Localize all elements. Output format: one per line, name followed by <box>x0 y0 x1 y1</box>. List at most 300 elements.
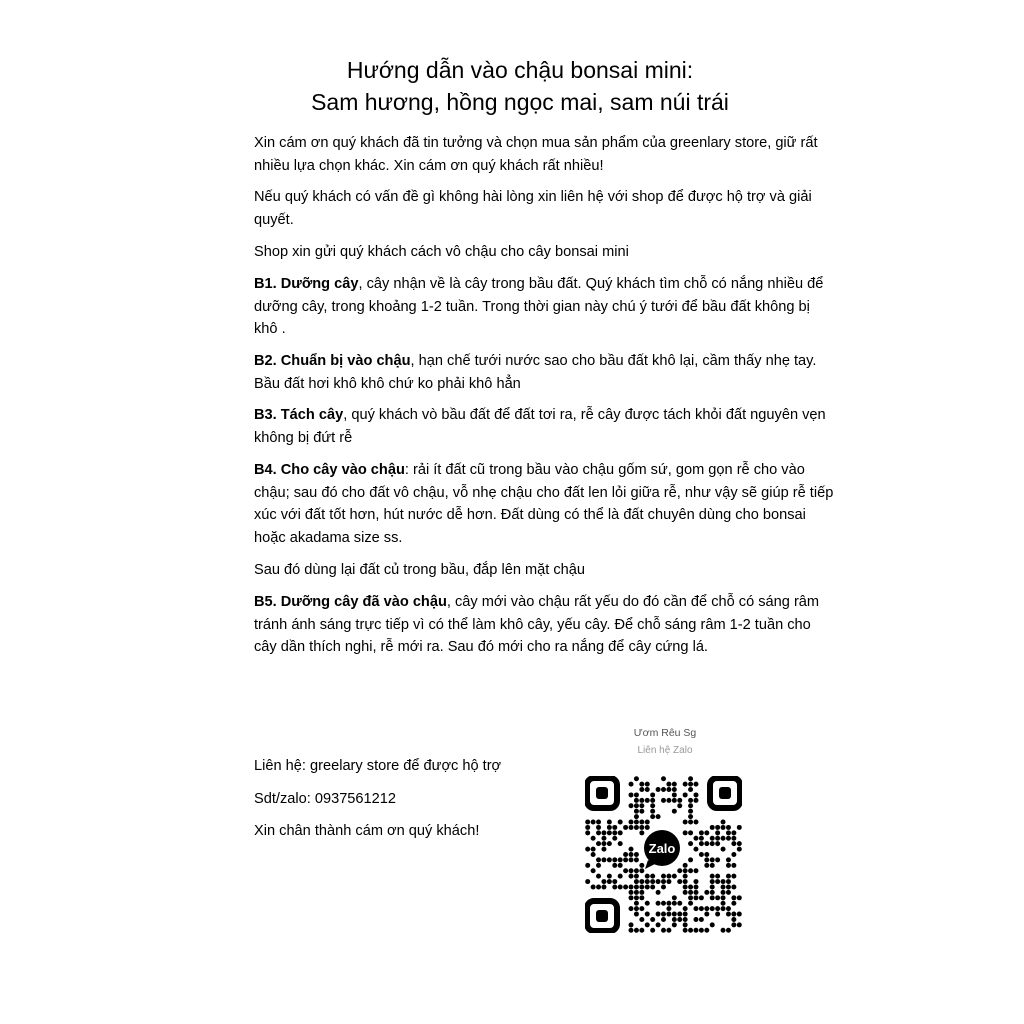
qr-module <box>710 874 715 879</box>
qr-module <box>650 884 655 889</box>
qr-module <box>726 884 731 889</box>
qr-module <box>704 890 709 895</box>
qr-module <box>661 884 666 889</box>
qr-module <box>634 901 639 906</box>
qr-module <box>666 912 671 917</box>
qr-module <box>639 825 644 830</box>
qr-module <box>585 825 590 830</box>
qr-module <box>629 825 634 830</box>
qr-module <box>688 798 693 803</box>
qr-module <box>677 917 682 922</box>
qr-module <box>645 798 650 803</box>
qr-module <box>661 917 666 922</box>
zalo-logo-icon <box>641 827 683 869</box>
qr-module <box>639 868 644 873</box>
qr-module <box>721 825 726 830</box>
qr-module <box>731 912 736 917</box>
qr-module <box>672 917 677 922</box>
qr-module <box>656 814 661 819</box>
qr-module <box>618 863 623 868</box>
qr-module <box>688 841 693 846</box>
qr-module <box>596 841 601 846</box>
qr-module <box>683 820 688 825</box>
qr-module <box>688 820 693 825</box>
qr-module <box>634 792 639 797</box>
step-1-text: , cây nhận về là cây trong bầu đất. Quý khách tìm chỗ có nắng nhiều để dưỡng cây, trong khoảng 1-2 tuần. Trong thời gian này chú ý tưới để bầu đất không bị khô . <box>254 276 824 337</box>
qr-module <box>721 836 726 841</box>
qr-module <box>596 874 601 879</box>
qr-module <box>688 809 693 814</box>
qr-module <box>629 906 634 911</box>
qr-finder-top-left <box>587 778 617 808</box>
qr-module <box>607 825 612 830</box>
qr-module <box>731 884 736 889</box>
qr-module <box>726 863 731 868</box>
qr-module <box>607 841 612 846</box>
qr-module <box>721 906 726 911</box>
qr-module <box>704 912 709 917</box>
qr-module <box>715 906 720 911</box>
qr-module <box>710 906 715 911</box>
qr-module <box>688 890 693 895</box>
qr-module <box>618 857 623 862</box>
qr-module <box>596 830 601 835</box>
qr-module <box>601 847 606 852</box>
qr-module <box>710 836 715 841</box>
qr-module <box>607 830 612 835</box>
qr-module <box>629 884 634 889</box>
qr-module <box>731 863 736 868</box>
intro-paragraph-1: Xin cám ơn quý khách đã tin tưởng và chọn mua sản phẩm của greenlary store, giữ rất nhiều lựa chọn khác. Xin cám ơn quý khách rất nhiều! <box>254 135 818 174</box>
after-step-4-note: Sau đó dùng lại đất củ trong bầu, đắp lên mặt chậu <box>254 562 586 578</box>
qr-module <box>672 792 677 797</box>
qr-module <box>715 912 720 917</box>
qr-module <box>629 820 634 825</box>
qr-module <box>618 874 623 879</box>
qr-module <box>683 917 688 922</box>
qr-module <box>596 825 601 830</box>
step-2-text: , hạn chế tưới nước sao cho bầu đất khô lại, cầm thấy nhẹ tay. Bầu đất hơi khô khô chứ ko phải khô hẳn <box>254 353 817 392</box>
qr-module <box>672 782 677 787</box>
zalo-logo-text: Zalo <box>648 841 676 856</box>
qr-module <box>726 890 731 895</box>
qr-module <box>591 868 596 873</box>
qr-module <box>726 912 731 917</box>
qr-module <box>715 895 720 900</box>
qr-module <box>710 890 715 895</box>
qr-module <box>634 814 639 819</box>
contact-line-1: Liên hệ: greelary store để được hộ trợ <box>254 758 502 774</box>
qr-module <box>639 820 644 825</box>
qr-module <box>650 803 655 808</box>
qr-module <box>639 895 644 900</box>
qr-module <box>618 830 623 835</box>
qr-module <box>639 809 644 814</box>
qr-module <box>591 836 596 841</box>
qr-module <box>629 782 634 787</box>
qr-module <box>693 868 698 873</box>
step-1 <box>254 273 834 341</box>
qr-module <box>645 825 650 830</box>
qr-module <box>645 787 650 792</box>
qr-module <box>661 901 666 906</box>
qr-module <box>629 857 634 862</box>
qr-module <box>683 906 688 911</box>
qr-module <box>629 895 634 900</box>
qr-module <box>607 857 612 862</box>
qr-module <box>666 782 671 787</box>
qr-module <box>661 928 666 933</box>
qr-module <box>693 928 698 933</box>
qr-module <box>710 857 715 862</box>
qr-module <box>634 798 639 803</box>
qr-module <box>666 901 671 906</box>
qr-module <box>601 841 606 846</box>
qr-module <box>623 884 628 889</box>
qr-module <box>726 830 731 835</box>
qr-module <box>623 868 628 873</box>
qr-module <box>612 879 617 884</box>
qr-module <box>585 830 590 835</box>
qr-module <box>661 776 666 781</box>
qr-module <box>645 879 650 884</box>
qr-module <box>645 874 650 879</box>
qr-module <box>661 874 666 879</box>
qr-module <box>661 787 666 792</box>
qr-module <box>629 792 634 797</box>
qr-module <box>672 895 677 900</box>
qr-module <box>650 792 655 797</box>
qr-module <box>715 825 720 830</box>
qr-module <box>650 809 655 814</box>
qr-module <box>715 830 720 835</box>
qr-module <box>726 906 731 911</box>
qr-module <box>607 879 612 884</box>
qr-module <box>666 787 671 792</box>
qr-module <box>688 782 693 787</box>
qr-module <box>612 825 617 830</box>
qr-module <box>623 852 628 857</box>
qr-module <box>726 836 731 841</box>
qr-module <box>645 884 650 889</box>
qr-module <box>650 798 655 803</box>
qr-finder-bottom-left <box>587 901 617 931</box>
qr-module <box>688 857 693 862</box>
qr-module <box>737 825 742 830</box>
qr-module <box>634 803 639 808</box>
qr-module <box>699 841 704 846</box>
qr-module <box>672 901 677 906</box>
qr-module <box>731 841 736 846</box>
qr-module <box>661 879 666 884</box>
qr-module <box>656 879 661 884</box>
qr-module <box>699 830 704 835</box>
qr-module <box>693 884 698 889</box>
qr-module <box>634 809 639 814</box>
step-3-text: , quý khách vò bầu đất để đất tơi ra, rễ cây được tách khỏi đất nguyên vẹn không bị đứt rễ <box>254 407 826 446</box>
qr-module <box>585 820 590 825</box>
qr-module <box>721 928 726 933</box>
qr-module <box>596 863 601 868</box>
qr-card <box>585 726 745 856</box>
qr-module <box>634 857 639 862</box>
qr-module <box>699 836 704 841</box>
qr-module <box>704 830 709 835</box>
qr-module <box>585 847 590 852</box>
qr-module <box>699 895 704 900</box>
intro-paragraph-3: Shop xin gửi quý khách cách vô chậu cho cây bonsai mini <box>254 244 629 260</box>
qr-module <box>721 884 726 889</box>
qr-module <box>683 928 688 933</box>
qr-module <box>677 868 682 873</box>
qr-module <box>731 917 736 922</box>
qr-module <box>650 928 655 933</box>
qr-subtitle: Liên hệ Zalo <box>637 745 693 756</box>
qr-module <box>688 830 693 835</box>
qr-module <box>693 836 698 841</box>
qr-module <box>634 906 639 911</box>
qr-module <box>721 890 726 895</box>
qr-module <box>629 922 634 927</box>
qr-module <box>601 884 606 889</box>
qr-module <box>634 820 639 825</box>
qr-module <box>704 928 709 933</box>
qr-module <box>677 912 682 917</box>
qr-module <box>634 884 639 889</box>
step-4-label: B4. Cho cây vào chậu <box>254 462 405 478</box>
qr-module <box>704 863 709 868</box>
qr-module <box>623 857 628 862</box>
qr-module <box>596 857 601 862</box>
contact-thanks: Xin chân thành cám ơn quý khách! <box>254 823 480 839</box>
qr-module <box>737 895 742 900</box>
qr-module <box>737 841 742 846</box>
qr-module <box>634 879 639 884</box>
qr-module <box>688 901 693 906</box>
qr-module <box>639 798 644 803</box>
qr-module <box>645 820 650 825</box>
qr-module <box>639 803 644 808</box>
qr-module <box>683 879 688 884</box>
qr-module <box>731 874 736 879</box>
step-4-text: : rải ít đất cũ trong bầu vào chậu gốm sứ, gom gọn rễ cho vào chậu; sau đó cho đất vô chậu, vỗ nhẹ chậu cho đất len lỏi giữa rễ, như vậy sẽ giúp rễ tiếp xúc với đất tốt hơn, hút nước dễ hơn. Đất dùng có thể là đất chuyên dùng cho bonsai hoặc akadama size ss. <box>254 462 834 546</box>
qr-module <box>612 836 617 841</box>
qr-module <box>601 879 606 884</box>
qr-module <box>639 917 644 922</box>
qr-module <box>721 901 726 906</box>
qr-module <box>661 798 666 803</box>
qr-module <box>699 852 704 857</box>
qr-module <box>601 857 606 862</box>
qr-module <box>688 895 693 900</box>
qr-module <box>721 847 726 852</box>
qr-module <box>585 879 590 884</box>
qr-module <box>693 879 698 884</box>
qr-module <box>645 901 650 906</box>
qr-module <box>715 836 720 841</box>
qr-module <box>629 874 634 879</box>
qr-module <box>634 825 639 830</box>
qr-module <box>666 879 671 884</box>
qr-module <box>721 820 726 825</box>
qr-module <box>672 922 677 927</box>
qr-module <box>737 847 742 852</box>
qr-module <box>666 928 671 933</box>
qr-module <box>677 901 682 906</box>
qr-module <box>704 906 709 911</box>
qr-module <box>650 879 655 884</box>
step-3 <box>254 404 834 449</box>
qr-module <box>693 798 698 803</box>
qr-module <box>731 901 736 906</box>
qr-module <box>683 782 688 787</box>
qr-module <box>672 809 677 814</box>
qr-module <box>639 782 644 787</box>
qr-module <box>645 912 650 917</box>
qr-module <box>634 912 639 917</box>
qr-module <box>591 852 596 857</box>
qr-module <box>721 895 726 900</box>
qr-module <box>629 852 634 857</box>
qr-module <box>629 847 634 852</box>
qr-module <box>683 792 688 797</box>
qr-module <box>639 863 644 868</box>
qr-module <box>639 830 644 835</box>
qr-module <box>731 836 736 841</box>
qr-module <box>639 890 644 895</box>
qr-module <box>693 917 698 922</box>
qr-module <box>634 868 639 873</box>
step-5 <box>254 591 834 659</box>
qr-module <box>677 803 682 808</box>
qr-module <box>715 841 720 846</box>
qr-module <box>683 890 688 895</box>
qr-module <box>634 776 639 781</box>
qr-code[interactable] <box>585 776 742 933</box>
qr-module <box>612 884 617 889</box>
qr-module <box>693 782 698 787</box>
qr-module <box>699 917 704 922</box>
step-2-label: B2. Chuẩn bị vào chậu <box>254 353 411 369</box>
qr-module <box>672 798 677 803</box>
qr-module <box>656 922 661 927</box>
page-title <box>240 54 800 118</box>
qr-module <box>639 787 644 792</box>
qr-module <box>683 830 688 835</box>
qr-module <box>666 906 671 911</box>
qr-module <box>731 852 736 857</box>
qr-module <box>650 917 655 922</box>
qr-module <box>672 912 677 917</box>
qr-module <box>656 912 661 917</box>
qr-module <box>591 884 596 889</box>
qr-module <box>629 928 634 933</box>
qr-module <box>688 868 693 873</box>
qr-module <box>677 879 682 884</box>
qr-module <box>699 928 704 933</box>
qr-module <box>639 884 644 889</box>
qr-module <box>596 820 601 825</box>
step-1-label: B1. Dưỡng cây <box>254 276 359 292</box>
qr-module <box>639 879 644 884</box>
contact-phone: Sdt/zalo: 0937561212 <box>254 791 397 807</box>
qr-module <box>693 906 698 911</box>
qr-module <box>677 798 682 803</box>
qr-module <box>726 874 731 879</box>
qr-module <box>710 825 715 830</box>
qr-module <box>710 884 715 889</box>
qr-module <box>688 814 693 819</box>
qr-module <box>688 803 693 808</box>
qr-module <box>612 857 617 862</box>
qr-module <box>629 890 634 895</box>
qr-module <box>726 857 731 862</box>
qr-module <box>704 857 709 862</box>
qr-module <box>683 884 688 889</box>
qr-module <box>618 841 623 846</box>
qr-module <box>693 847 698 852</box>
step-5-label: B5. Dưỡng cây đã vào chậu <box>254 594 447 610</box>
qr-module <box>693 820 698 825</box>
step-2 <box>254 350 834 395</box>
qr-module <box>693 890 698 895</box>
qr-module <box>585 863 590 868</box>
step-5-text: , cây mới vào chậu rất yếu do đó cần để chỗ có sáng râm tránh ánh sáng trực tiếp vì có thể làm khô cây, yếu cây. Để chỗ sáng râm 1-2 tuần cho cây dần thích nghi, rễ mới ra. Sau đó mới cho ra nắng để cây cứng lá. <box>254 594 820 655</box>
qr-module <box>683 874 688 879</box>
qr-module <box>650 874 655 879</box>
qr-module <box>715 857 720 862</box>
qr-module <box>710 841 715 846</box>
qr-module <box>699 906 704 911</box>
qr-module <box>634 895 639 900</box>
qr-module <box>710 879 715 884</box>
qr-module <box>710 922 715 927</box>
step-3-label: B3. Tách cây <box>254 407 344 423</box>
title-line-2: Sam hương, hồng ngọc mai, sam núi trái <box>311 89 729 115</box>
qr-module <box>688 787 693 792</box>
qr-account-name: Ươm Rêu Sg <box>633 727 697 739</box>
qr-module <box>721 879 726 884</box>
qr-module <box>618 884 623 889</box>
qr-module <box>623 825 628 830</box>
qr-module <box>591 847 596 852</box>
qr-module <box>639 906 644 911</box>
qr-module <box>612 830 617 835</box>
qr-module <box>688 884 693 889</box>
qr-module <box>607 874 612 879</box>
qr-module <box>607 820 612 825</box>
qr-module <box>693 895 698 900</box>
qr-module <box>737 912 742 917</box>
qr-module <box>645 922 650 927</box>
qr-module <box>726 928 731 933</box>
qr-module <box>650 814 655 819</box>
qr-module <box>710 863 715 868</box>
step-4 <box>254 459 834 549</box>
qr-module <box>634 874 639 879</box>
qr-module <box>656 890 661 895</box>
qr-module <box>645 782 650 787</box>
qr-module <box>731 830 736 835</box>
qr-module <box>683 868 688 873</box>
qr-module <box>726 879 731 884</box>
qr-module <box>683 863 688 868</box>
qr-module <box>634 852 639 857</box>
qr-module <box>672 874 677 879</box>
title-line-1: Hướng dẫn vào chậu bonsai mini: <box>346 57 694 83</box>
qr-module <box>731 895 736 900</box>
qr-module <box>629 803 634 808</box>
